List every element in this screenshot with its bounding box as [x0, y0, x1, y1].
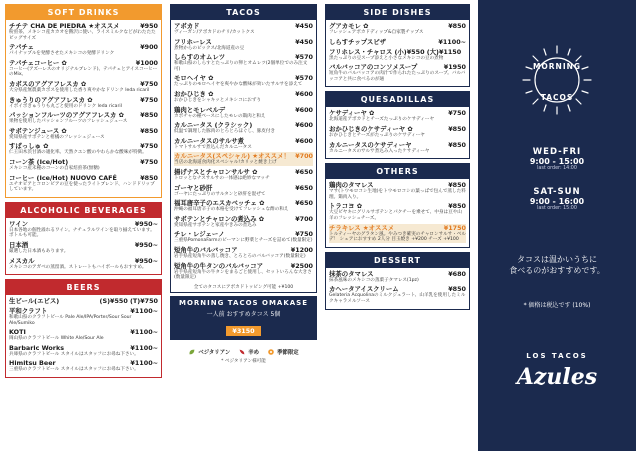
dessert-list [326, 268, 469, 309]
omakase-title: MORNING TACOS OMAKASE [178, 299, 309, 308]
menu-item-price: ¥600 [295, 121, 313, 130]
menu-item-desc: 煮物からのピックス/北海道産の豆 [174, 45, 245, 51]
menu-item-desc: 当店の北海道食肉化スペシャル!カリッと焼き上げ [174, 160, 277, 166]
menu-item-price: ¥700 [295, 214, 313, 223]
menu-item [174, 53, 313, 72]
others-list [326, 179, 469, 247]
menu-item-price: ¥650 [295, 199, 313, 208]
morning-label: MORNING [532, 62, 582, 71]
menu-item [9, 297, 158, 305]
menu-item-name: グアカモレ ✿ [329, 22, 369, 30]
menu-item-price: ¥600 [295, 105, 313, 114]
menu-item-price: ¥450 [295, 22, 313, 30]
menu-item-price: ¥850 [448, 124, 466, 133]
menu-item-price: ¥680 [448, 269, 466, 278]
menu-item-row [9, 344, 158, 352]
menu-item [174, 74, 313, 88]
menu-item-row [174, 106, 313, 114]
menu-item-desc: コーヒー(アズーレスのオリジナルブレンド)、テパチェとアイスコーヒーのMix。 [9, 66, 158, 78]
menu-item-price: ¥950~ [134, 256, 158, 265]
menu-item-price: ¥750 [140, 157, 158, 166]
legend-spicy: 辛め [238, 348, 259, 356]
tacos-label: TACOS [540, 93, 574, 102]
legend-note: * ベジタリアン様可能 [221, 359, 266, 365]
menu-item-name: テパチェ [9, 43, 34, 52]
menu-item-price: ¥700 [295, 152, 313, 161]
menu-item-price: ¥1100~ [130, 359, 158, 368]
menu-item [9, 22, 158, 41]
tacos-list [171, 20, 316, 285]
menu-item-price: ¥2500 [290, 261, 313, 270]
menu-item-price: ¥850 [448, 181, 466, 190]
menu-item-price: ¥850 [140, 173, 158, 182]
quesadillas-list [326, 107, 469, 158]
weekday-last-order: last order: 14:00 [537, 166, 577, 171]
menu-item-price: ¥750 [140, 79, 158, 88]
menu-item-name: 短角牛のバルバッコア [174, 245, 238, 254]
dessert-section [325, 252, 470, 310]
menu-item [174, 184, 313, 198]
menu-item [174, 90, 313, 104]
weekend-hours: 9:00 - 16:00 [529, 197, 585, 206]
menu-item-row [9, 297, 158, 305]
menu-item-row [329, 141, 466, 149]
menu-item-row [174, 215, 313, 223]
menu-item [9, 174, 158, 193]
tacos-header: TACOS [171, 5, 316, 20]
menu-item-name: アボカド [174, 22, 200, 30]
menu-item-name: コーン茶 (Ice/Hot) [9, 157, 69, 166]
alcohol-list [6, 218, 161, 274]
menu-item-price: ¥750 [140, 95, 158, 104]
menu-item-name: 生ビール(エビス) [9, 297, 60, 306]
menu-item [329, 202, 466, 221]
others-section [325, 163, 470, 248]
menu-item-desc: カボチャの種ベースにしたモレの鶏肉と和え [174, 113, 266, 119]
omakase-price: ¥3150 [226, 326, 260, 336]
menu-item-name: サボテンとチャロンの煮込み ✿ [174, 214, 265, 223]
menu-item-row [9, 220, 158, 228]
menu-item-row [329, 181, 466, 189]
omakase-box [170, 296, 317, 340]
menu-item-name: おかひじきのケサディーヤ ✿ [329, 124, 413, 133]
brand-logo: Azules [516, 364, 598, 390]
menu-item-desc: Gelateria Acquolinaのミルクジェラート、山羊乳を使用したミルクキャラメルソース [329, 293, 466, 304]
info-panel [478, 0, 636, 451]
menu-item-price: ¥850 [448, 285, 466, 294]
menu-item-desc: 大分県産無農薬カボスを使用した香り爽やかなドリンク leda ricaril [9, 87, 150, 93]
menu-item-row [9, 96, 158, 104]
alcohol-section [5, 202, 162, 275]
notice: タコスは温かいうちに 食べるのがおすすめです。 [509, 255, 605, 275]
menu-item-row [174, 121, 313, 129]
menu-item [174, 262, 313, 281]
menu-item [9, 80, 158, 94]
menu-item-name: すばっしゅ ✿ [9, 142, 49, 151]
menu-item-row [174, 137, 313, 145]
menu-item-name: カルニータス(スペシャル) ★オススメ！ [174, 152, 290, 161]
menu-item-desc: 和歌山県のしらすとたっぷりの卵とオムレツ(2個単位でのみ注文可) [174, 61, 308, 72]
tacos-section [170, 4, 317, 293]
menu-item-price: ¥1950 [443, 63, 466, 72]
flower-icon [267, 348, 275, 356]
column-sides [325, 4, 470, 310]
menu-item-name: カボスのアグアフレスカ ✿ [9, 79, 87, 88]
menu-item [174, 106, 313, 120]
menu-item [9, 241, 158, 255]
menu-item-name: 短角牛の牛タンのバルバッコア [174, 261, 264, 270]
menu-item [9, 344, 158, 358]
menu-item [329, 125, 466, 139]
menu-item-row [174, 38, 313, 46]
menu-item-desc: マサ(トウモロコシ生地)をトウモロコシの葉っぱで包んで蒸した料理。鶏肉入り。 [329, 189, 466, 200]
menu-item-name: コーヒー (Ice/Hot) NUOVO CAFÉ [9, 173, 117, 182]
weekend-last-order: last order: 15:00 [537, 206, 577, 211]
menu-item-row [329, 63, 466, 71]
menu-item [174, 230, 313, 244]
menu-item-name: ゴーヤと砂肝 [174, 183, 213, 192]
menu-item-row [174, 246, 313, 254]
menu-item [9, 111, 158, 125]
menu-item-desc: トルティーヤのグラタン風。やみつき確実のチャロンサルサ・ベルデ！ シェアにおすすめ 2人分 目玉焼き +¥200 チーズ +¥100 [329, 231, 466, 243]
menu-item-desc: 三重県のクラフトビール スタイルはスタッフにお尋ね下さい。 [9, 367, 139, 373]
legend-vegan: ベジタリアン [188, 348, 230, 356]
menu-item-name: チチテ CHA DE PIEDRA ★オススメ [9, 22, 120, 30]
menu-item-row [174, 168, 313, 176]
menu-item-desc: トマトサルサで煮込んだカルニータス [174, 144, 252, 150]
others-header: OTHERS [326, 164, 469, 179]
menu-item-name: フリホレス・チャロス (小)¥550 (大)¥1150 [329, 47, 462, 56]
tacos-note: 全てのタコスにアボカドトッピング可能 +¥100 [193, 284, 294, 290]
menu-item-desc: 抹茶風味のメキシコの蒸菓子タマレス(1pz) [329, 277, 419, 283]
menu-item [174, 38, 313, 52]
soft-drinks-list [6, 20, 161, 197]
menu-item-name: バルバッコアのコンソメスープ [329, 63, 418, 72]
menu-item-name: チラキレス ★オススメ [329, 223, 395, 232]
quesadillas-section [325, 91, 470, 159]
menu-item-price: ¥750 [140, 142, 158, 151]
menu-item-name: KOTI [9, 328, 26, 337]
menu-item-price: ¥1100~ [438, 37, 466, 46]
menu-item-name: 揚げナスとチャロンサルサ ✿ [174, 167, 258, 176]
menu-item [174, 137, 313, 151]
beers-header: BEERS [6, 280, 161, 295]
menu-item-desc: メキシコ産未種のコーンの自家焙煎茶(無糖) [9, 165, 100, 171]
menu-item-price: ¥850 [448, 140, 466, 149]
menu-item [329, 22, 466, 36]
omakase-sub: 一人前 おすすめタコス 5個 [206, 311, 281, 319]
menu-item-desc: 兵庫県のクラフトビール スタイルはスタッフにお尋ね下さい。 [9, 351, 139, 357]
menu-item-price: (S)¥550 (T)¥750 [99, 297, 158, 306]
menu-item-row [174, 184, 313, 192]
menu-item-row [329, 224, 466, 232]
menu-item-price: ¥750 [448, 109, 466, 118]
menu-item-name: きゅうりのアグアフレスカ ✿ [9, 95, 93, 104]
menu-item-price: ¥850 [140, 111, 158, 120]
weekday-label: WED-FRI [532, 147, 582, 157]
menu-item-name: 平和クラフト [9, 307, 48, 316]
menu-item-price: ¥650 [295, 167, 313, 176]
menu-item [9, 257, 158, 271]
menu-item-name: パッションフルーツのアグアフレスカ ✿ [9, 111, 124, 120]
menu-item-price: ¥600 [295, 136, 313, 145]
menu-item [9, 307, 158, 326]
menu-item-desc: 三重県PomonaFarmのピーマンに野菜とチーズを詰めて(数量限定) [174, 238, 313, 244]
menu-item-price: ¥750 [295, 230, 313, 239]
menu-item-name: カルニータス (クラシック) [174, 121, 253, 130]
menu-item-desc: 果物を使用したパッションフルーツのフレッシュジュース [9, 119, 128, 125]
menu-item-desc: 厳選した日本酒もあります。 [9, 248, 69, 254]
column-drinks [5, 4, 162, 378]
menu-item-desc: ゴーヤにたっぷりのサルタンと砂肝を混ぜて [174, 191, 266, 197]
menu-item-desc: ヴィーガン/アボカドのチリ/カットクス [174, 30, 255, 35]
menu-item-price: ¥850 [448, 22, 466, 30]
menu-item-name: しらすのオムレツ [174, 53, 226, 62]
weekday-hours: 9:00 - 15:00 [529, 157, 585, 166]
soft-drinks-section [5, 4, 162, 198]
menu-item [174, 215, 313, 229]
menu-item-name: トラコヨ ✿ [329, 202, 363, 211]
menu-item-name: Himitsu Beer [9, 359, 56, 368]
menu-item-name: おかひじき ✿ [174, 89, 214, 98]
weekend-label: SAT-SUN [533, 187, 581, 197]
legend [170, 348, 317, 356]
beers-section [5, 279, 162, 378]
menu-item [329, 48, 466, 62]
menu-item-price: ¥1000 [135, 58, 158, 67]
leaf-icon [188, 348, 196, 356]
menu-item-price: ¥570 [295, 74, 313, 83]
menu-item-name: テパチェコーヒー ✿ [9, 58, 67, 67]
menu-item-row [9, 80, 158, 88]
menu-item-name: 鶏肉のタマレス [329, 181, 374, 190]
menu-item-row [9, 174, 158, 182]
menu-item-price: ¥570 [295, 53, 313, 62]
menu-item [174, 199, 313, 213]
menu-item-desc: 岩手県産短角牛の蒸し焼き、とろとろのバルバッコア(数量限定) [174, 253, 306, 259]
menu-item-desc: イボイボきゅうりも丸ごと使用のドリンク leda ricaril [9, 103, 122, 109]
menu-item-row [9, 127, 158, 135]
menu-item [9, 359, 158, 373]
menu-item-price: ¥450 [295, 37, 313, 46]
menu-item-row [329, 22, 466, 30]
menu-item-price: ¥850 [448, 202, 466, 211]
side-dishes-section [325, 4, 470, 87]
menu-item-desc: 沖縄の福耳唐辛子の本格を受けてフレッシュな酢の和え [174, 207, 289, 213]
menu-item-desc: 大豆ビヤキにグリルサボテンとパクチーを乗せて、中身は豆や山羊のフレッシュチーズ。 [329, 210, 462, 221]
menu-item-name: チレ・レジェーノ [174, 230, 225, 239]
menu-item-price: ¥950~ [134, 219, 158, 228]
menu-item-name: モロヘイヤ ✿ [174, 74, 214, 83]
menu-item-name: 鶏肉とモレベルデ [174, 105, 226, 114]
menu-item-desc: トロッとなナスサルサの一体感は絶妙なマッチ [174, 175, 270, 181]
menu-item-name: フリホーレス [174, 37, 212, 46]
menu-item-name: しらすチップスピザ [329, 37, 387, 46]
menu-item-desc: 粉煎茶、メキシコ産カカオを贅沢に使い、ライスミルクなどがわたたたビッグサイズ [9, 30, 156, 41]
menu-item-desc: 仁王田木茨甘酒の適化率。天然クエン酸のやわらかな酸味が特徴。 [9, 150, 147, 156]
menu-item-desc: 短角牛のバルバッコアの肉汁で作られたたっぷりのスープ。バルバッコアと共に食べるのが通 [329, 71, 466, 82]
menu-item-price: ¥1100~ [130, 328, 158, 337]
menu-item-desc: おかひじきをシャキッとメキシコにおずり [174, 97, 262, 103]
menu-item [9, 59, 158, 78]
menu-item [174, 246, 313, 260]
menu-item-row [329, 38, 466, 46]
menu-item [9, 158, 158, 172]
menu-item-name: 福耳唐辛子のエスカベッチェ ✿ [174, 199, 265, 208]
menu-item [329, 181, 466, 200]
menu-item-row [174, 53, 313, 61]
menu-item-desc: おかひじきとチーズがたっぷりのケサディーヤ [329, 132, 425, 138]
menu-item [329, 285, 466, 304]
menu-item [174, 121, 313, 135]
menu-item-row [9, 43, 158, 51]
menu-item-desc: 北海道産アボカドとチーズたっぷりのケサディーヤ [329, 117, 435, 123]
menu-item-desc: 愛知県産サボテンと家産やきみの煮込み [174, 222, 257, 228]
menu-item [329, 109, 466, 123]
quesadillas-header: QUESADILLAS [326, 92, 469, 107]
menu-item-desc: メキシコのアガベの蒸留酒。ストレートもハイボールもおすすめ。 [9, 264, 147, 270]
menu-item-row [329, 48, 466, 56]
menu-item-desc: フレッシュアボカドディップ&自家製チップス [329, 30, 424, 35]
menu-item-desc: 和歌山県のクラフトビール Pale Ale/IPA/Porter/Sour Sour Ale/Sumiko [9, 315, 132, 326]
menu-item-desc: 低温で調理した豚肉のとろとろほぐし、豚皮付き [174, 129, 276, 135]
menu-item-desc: エチオピアとコロンビアの豆を使ったライトブレンド、ハンドドリップしています。 [9, 181, 155, 193]
menu-item-row [9, 257, 158, 265]
menu-item-price: ¥1200 [290, 245, 313, 254]
menu-item-desc: 黒たっぷりの豆スープ添えと小さなメキシコの豆の煮物 [329, 55, 444, 61]
menu-item [329, 38, 466, 46]
dessert-header: DESSERT [326, 253, 469, 268]
menu-item-name: カヘータアイスクリーム [329, 285, 399, 294]
menu-item-price: ¥600 [295, 89, 313, 98]
menu-item-desc: 岡山県のクラフトビール White Ale/Sour Ale [9, 336, 104, 342]
menu-item [9, 142, 158, 156]
menu-item-price: ¥650 [295, 183, 313, 192]
menu-item-name: メスカル [9, 256, 35, 265]
menu-item-name: サボテンジュース ✿ [9, 126, 67, 135]
menu-item-name: ワイン [9, 219, 28, 228]
menu-item-name: カルニータスのサルサ煮 [174, 136, 244, 145]
chili-icon [238, 348, 246, 356]
menu-item-name: 日本酒 [9, 240, 29, 249]
menu-item [9, 220, 158, 239]
menu-item-row [329, 125, 466, 133]
menu-item [329, 270, 466, 284]
menu-item [329, 63, 466, 82]
menu-item-row [174, 199, 313, 207]
menu-item-price: ¥950~ [134, 240, 158, 249]
menu-item-desc: 日本各地の個性溢れるワイン。ナチュラルワインを取り揃えています。ボトルも可能。 [9, 227, 155, 239]
side-dishes-header: SIDE DISHES [326, 5, 469, 20]
menu-item-desc: 愛知県産サボテンと柑橘のフレッシュジュース [9, 134, 105, 140]
menu-item-price: ¥1100~ [130, 343, 158, 352]
beers-list [6, 295, 161, 377]
menu-item-desc: たっぷりのモロヘイヤを爽やかな酸味が効いたサルサを添えて [174, 82, 303, 88]
menu-item-price: ¥850 [140, 126, 158, 135]
soft-drinks-header: SOFT DRINKS [6, 5, 161, 20]
menu-item [9, 96, 158, 110]
menu-item-desc: 岩手県産短角牛の牛タンをまるごと使用し、セットいろんな大きさ(数量限定) [174, 269, 312, 281]
menu-item-row [174, 22, 313, 30]
side-dishes-list [326, 20, 469, 86]
menu-item [329, 141, 466, 155]
menu-item-price: ¥950 [140, 22, 158, 30]
menu-item [174, 152, 313, 166]
menu-item [9, 328, 158, 342]
menu-item-name: 抹茶のタマレス [329, 269, 374, 278]
brand-top: LOS TACOS [526, 352, 588, 360]
sun-icon [521, 44, 593, 116]
menu-item-row [9, 241, 158, 249]
menu-item-price: ¥1750 [443, 223, 466, 232]
schedule-weekend [478, 187, 636, 211]
menu-item-row [9, 22, 158, 30]
schedule-weekday [478, 147, 636, 171]
menu-item-name: ケサディーヤ ✿ [329, 109, 375, 118]
menu-item-row [9, 158, 158, 166]
menu-item [174, 168, 313, 182]
column-tacos [170, 4, 317, 365]
tax-note: * 価格は税込です (10%) [523, 302, 591, 309]
menu-item [9, 127, 158, 141]
menu-item-price: ¥1100~ [130, 307, 158, 316]
menu-item-row [174, 90, 313, 98]
menu-item [329, 224, 466, 243]
legend-seasonal: 季節限定 [267, 348, 299, 356]
menu-item-row [174, 262, 313, 270]
menu-item-name: Barbaric Works [9, 343, 64, 352]
menu-item-row [329, 270, 466, 278]
menu-item-name: カルニータスのケサディーヤ [329, 140, 412, 149]
alcohol-header: ALCOHOLIC BEVERAGES [6, 203, 161, 218]
menu-item [9, 43, 158, 57]
menu-item-row [9, 59, 158, 67]
menu-item-desc: パイナップルを発酵させたメキシコの発酵ドリンク [9, 51, 115, 57]
menu-item-row [9, 111, 158, 119]
menu-item-row [9, 307, 158, 315]
menu-item-desc: カルニータスのサルサ煮込み入ったケサディーヤ [329, 148, 430, 154]
menu-item [174, 22, 313, 36]
menu-item-price: ¥900 [140, 43, 158, 52]
